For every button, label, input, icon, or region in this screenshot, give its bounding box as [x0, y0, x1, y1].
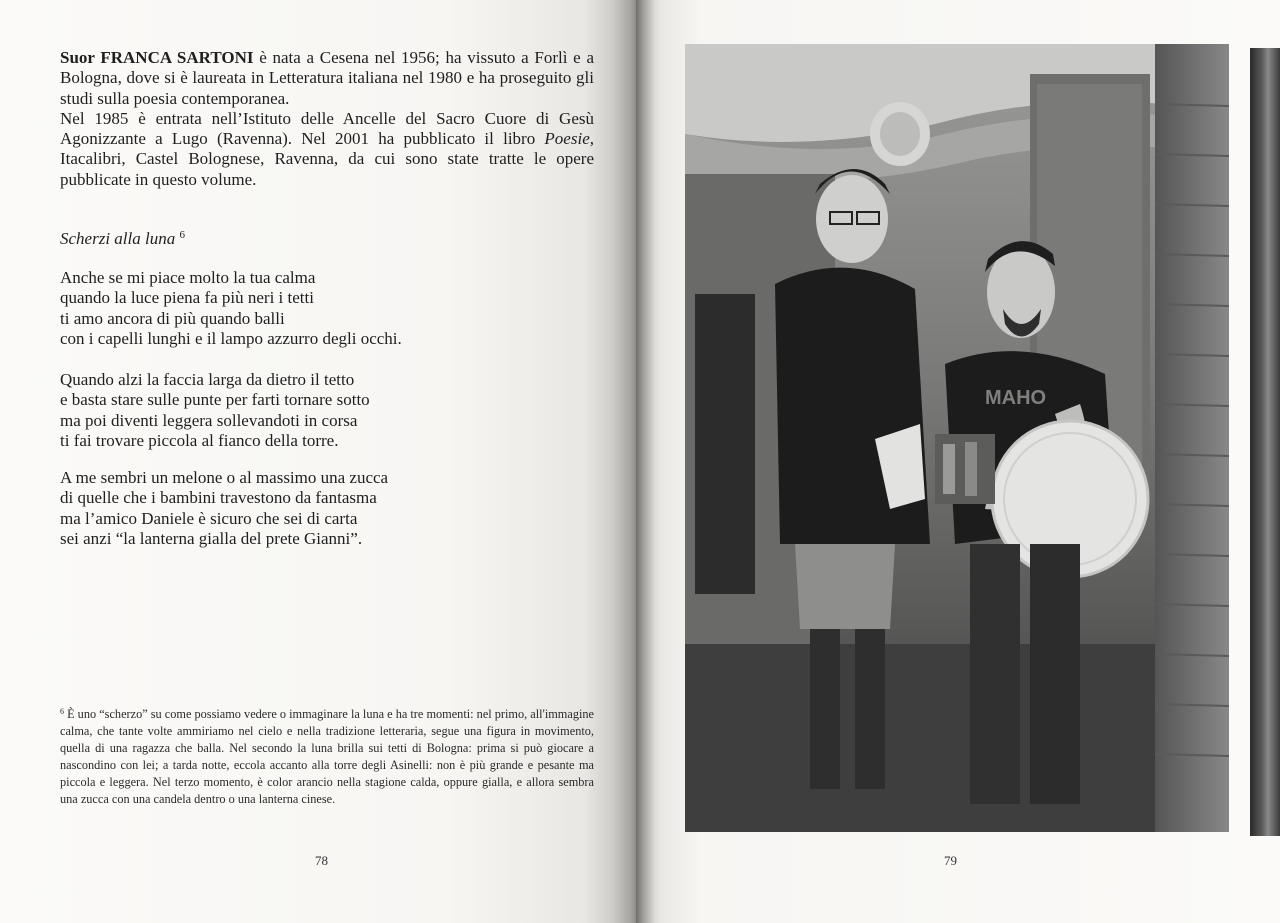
- author-bio: [60, 48, 594, 190]
- footnote-reference: 6: [179, 229, 185, 241]
- poem-line: di quelle che i bambini travestono da fantasma: [60, 488, 377, 508]
- poem-stanza-3: [60, 468, 388, 549]
- poem-line: sei anzi “la lanterna gialla del prete Gianni”.: [60, 528, 363, 548]
- bio-paragraph-1-text: è nata a Cesena nel 1956; ha vissuto a Forlì e a Bologna, dove si è laureata in Letteratura italiana nel 1980 e ha proseguito gli studi sulla poesia contemporanea.: [60, 48, 594, 108]
- footnote-text: È uno “scherzo” su come possiamo vedere o immaginare la luna e ha tre momenti: nel primo, all'immagine calma, che tante volte ammiriamo nel cielo e nella tradizione letteraria, segue una figura in movimento, quella di una ragazza che balla. Nel secondo la luna brilla sui tetti di Bologna: prima si può giocare a nascondino con lei; a tarda notte, eccola accanto alla torre degli Asinelli: non è più grande e pesante ma piccola e leggera. Nel terzo momento, è color arancio nella stagione calda, oppure gialla, e allora sembra una zucca con una candela dentro o una lanterna cinese.: [60, 707, 594, 807]
- next-page-edge: [1250, 48, 1280, 836]
- poem-line: Quando alzi la faccia larga da dietro il tetto: [60, 370, 355, 389]
- poem-line: ma poi diventi leggera sollevandoti in corsa: [60, 410, 358, 430]
- poem-line: ma l’amico Daniele è sicuro che sei di carta: [60, 508, 358, 528]
- book-title: Poesie: [544, 129, 590, 149]
- shirt-text: MAHO: [985, 387, 1047, 409]
- poem-line: e basta stare sulle punte per farti tornare sotto: [60, 390, 370, 410]
- page-number-right: 79: [944, 853, 957, 868]
- author-name: Suor FRANCA SARTONI: [60, 48, 254, 67]
- poem-line: ti amo ancora di più quando balli: [60, 308, 285, 328]
- page-number-left: 78: [315, 853, 328, 868]
- poem-line: ti fai trovare piccola al fianco della torre.: [60, 430, 339, 450]
- footnote-marker: 6: [60, 707, 64, 716]
- poem-line: quando la luce piena fa più neri i tetti: [60, 288, 314, 308]
- poem-line: con i capelli lunghi e il lampo azzurro degli occhi.: [60, 328, 402, 348]
- photograph: [685, 44, 1229, 832]
- poem-stanza-1: [60, 268, 402, 349]
- poem-title: Scherzi alla luna $^6$: [60, 229, 185, 248]
- poem-line: A me sembri un melone o al massimo una zucca: [60, 468, 389, 487]
- bio-paragraph-1: [60, 48, 594, 109]
- photo-illustration: [685, 44, 1229, 832]
- footnote: [60, 703, 594, 809]
- bio-paragraph-2: Nel 1985 è entrata nell’Istituto delle Ancelle del Sacro Cuore di Gesù Agonizzante a Lugo (Ravenna). Nel 2001 ha pubblicato il libro Poesie, Itacalibri, Castel Bolognese, Ravenna, da cui sono state tratte le opere pubblicate in questo volume.: [60, 108, 594, 189]
- poem-stanza-2: [60, 370, 370, 451]
- left-page: [0, 0, 636, 923]
- poem-line: Anche se mi piace molto la tua calma: [60, 268, 316, 287]
